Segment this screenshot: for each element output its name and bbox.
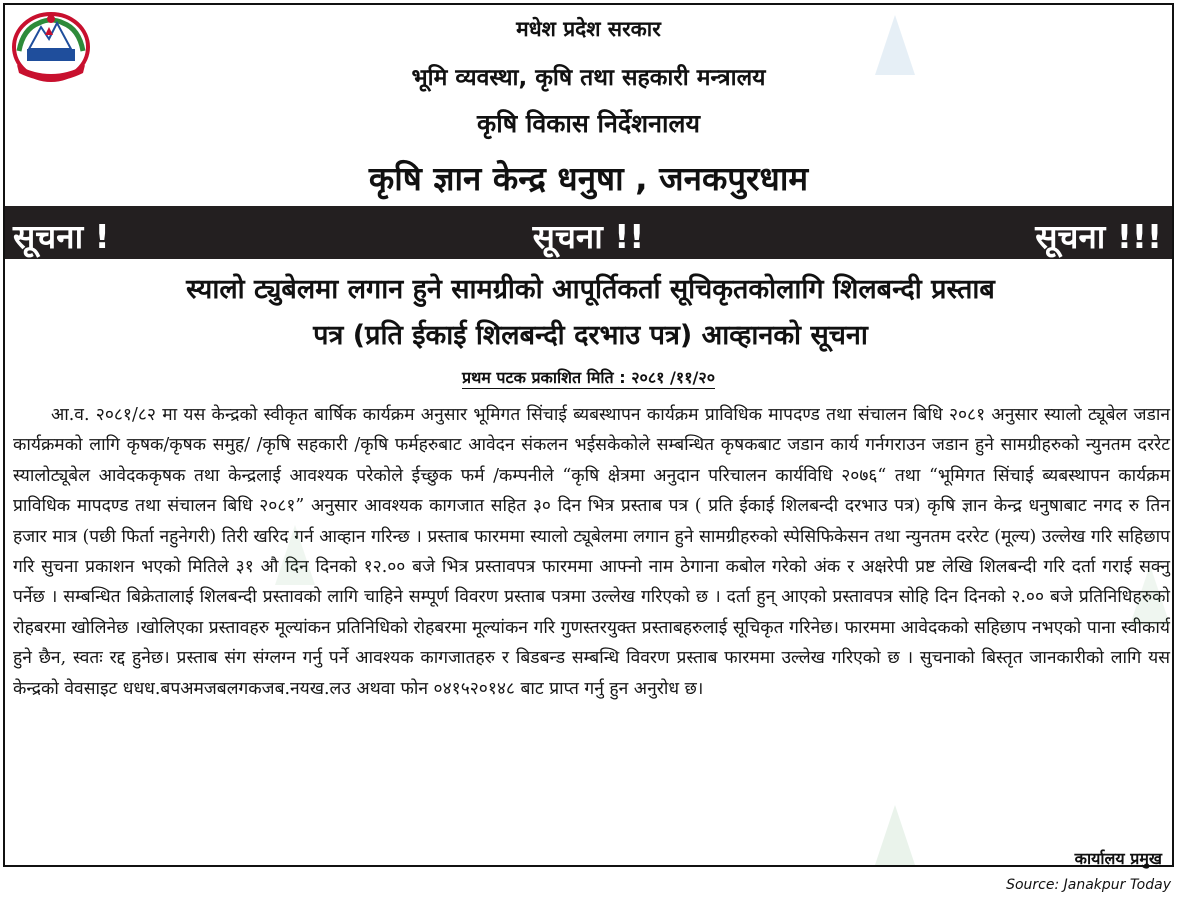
publication-date [5,366,1172,388]
notice-body: आ.व. २०८१/८२ मा यस केन्द्रको स्वीकृत बार्षिक कार्यक्रम अनुसार भूमिगत सिंचाई ब्यबस्थापन कार्यक्रम प्राविधिक मापदण्ड तथा संचालन बिधि २०८१ अनुसार स्यालो ट्यूबेल जडान कार्यक्रमको लागि कृषक/कृषक समुह/ /कृषि सहकारी /कृषि फर्महरुबाट आवेदन संकलन भईसकेकोले सम्बन्धित कृषकबाट जडान कार्य गर्नगराउन जडान हुने सामग्रीहरुको न्युनतम दररेट स्यालोट्यूबेल आवेदककृषक तथा केन्द्रलाई आवश्यक परेकोले ईच्छुक फर्म /कम्पनीले “कृषि क्षेत्रमा अनुदान परिचालन कार्यविधि २०७६“ तथा “भूमिगत सिंचाई ब्यबस्थापन कार्यक्रम प्राविधिक मापदण्ड तथा संचालन बिधि २०८१” अनुसार आवश्यक कागजात सहित ३० दिन भित्र प्रस्ताब पत्र ( प्रति ईकाई शिलबन्दी दरभाउ पत्र) कृषि ज्ञान केन्द्र धनुषाबाट नगद रु तिन हजार मात्र (पछी फिर्ता नहुनेगरी) तिरी खरिद गर्न आव्हान गरिन्छ । प्रस्ताब फारममा स्यालो ट्यूबेलमा लगान हुने सामग्रीहरुको स्पेसिफिकेसन तथा न्युनतम दररेट (मूल्य) उल्लेख गरि सहिछाप गरि सुचना प्रकाशन भएको मितिले ३१ औ दिन दिनको १२.०० बजे भित्र प्रस्तावपत्र फारममा आफ्नो नाम ठेगाना कबोल गरेको अंक र अक्षरेपी प्रष्ट लेखि शिलबन्दी गरि दर्ता गराई सक्नु पर्नेछ । सम्बन्धित बिक्रेतालाई शिलबन्दी प्रस्तावको लागि चाहिने सम्पूर्ण विवरण प्रस्ताब पत्रमा उल्लेख गरिएको छ । दर्ता हुन् आएको प्रस्तावपत्र सोहि दिन दिनको २.०० बजे प्रतिनिधिहरुको रोहबरमा खोलिनेछ ।खोलिएका प्रस्तावहरु मूल्यांकन प्रतिनिधिको रोहबरमा मूल्यांकन गरि गुणस्तरयुक्त प्रस्ताबहरुलाई सूचिकृत गरिनेछ। फारममा आवेदकको सहिछाप नभएको पाना स्वीकार्य हुने छैन, स्वतः रद्द हुनेछ। प्रस्ताब संग संग्लग्न गर्नु पर्ने आवश्यक कागजातहरु र बिडबन्ड सम्बन्धि विवरण प्रस्ताब फारममा उल्लेख गरिएको छ । सुचनाको बिस्तृत जानकारीको लागि यस केन्द्रको वेवसाइट धधध.बपअमजबलगकजब.नयख.लउ अथवा फोन ०४१५२०१४८ बाट प्राप्त गर्नु हुन अनुरोध छ। [13,405,1171,699]
notice-banner-right: सूचना !!! [1035,217,1162,256]
notice-title-line-2: पत्र (प्रति ईकाई शिलबन्दी दरभाउ पत्र) आव्हानको सूचना [313,320,868,351]
publication-date-text: प्रथम पटक प्रकाशित मिति : २०८१ /११/२० [461,368,716,387]
directorate-heading: कृषि विकास निर्देशनालय [477,109,700,138]
notice-banner-left: सूचना ! [13,217,110,256]
notice-title-line-1: स्यालो ट्युबेलमा लगान हुने सामग्रीको आपूर्तिकर्ता सूचिकृतकोलागि शिलबन्दी प्रस्ताब [186,274,995,305]
notice-banner-middle: सूचना !! [532,217,645,256]
source-credit: Source: Janakpur Today [1006,877,1171,893]
ministry-heading: भूमि व्यवस्था, कृषि तथा सहकारी मन्त्रालय [411,65,766,91]
notice-document [3,3,1174,867]
watermark-arrow-icon [875,805,915,865]
notice-banner [5,206,1172,259]
province-government-heading: मधेश प्रदेश सरकार [516,17,661,41]
office-chief-signature: कार्यालय प्रमुख [1074,849,1162,868]
office-heading: कृषि ज्ञान केन्द्र धनुषा , जनकपुरधाम [368,159,809,198]
